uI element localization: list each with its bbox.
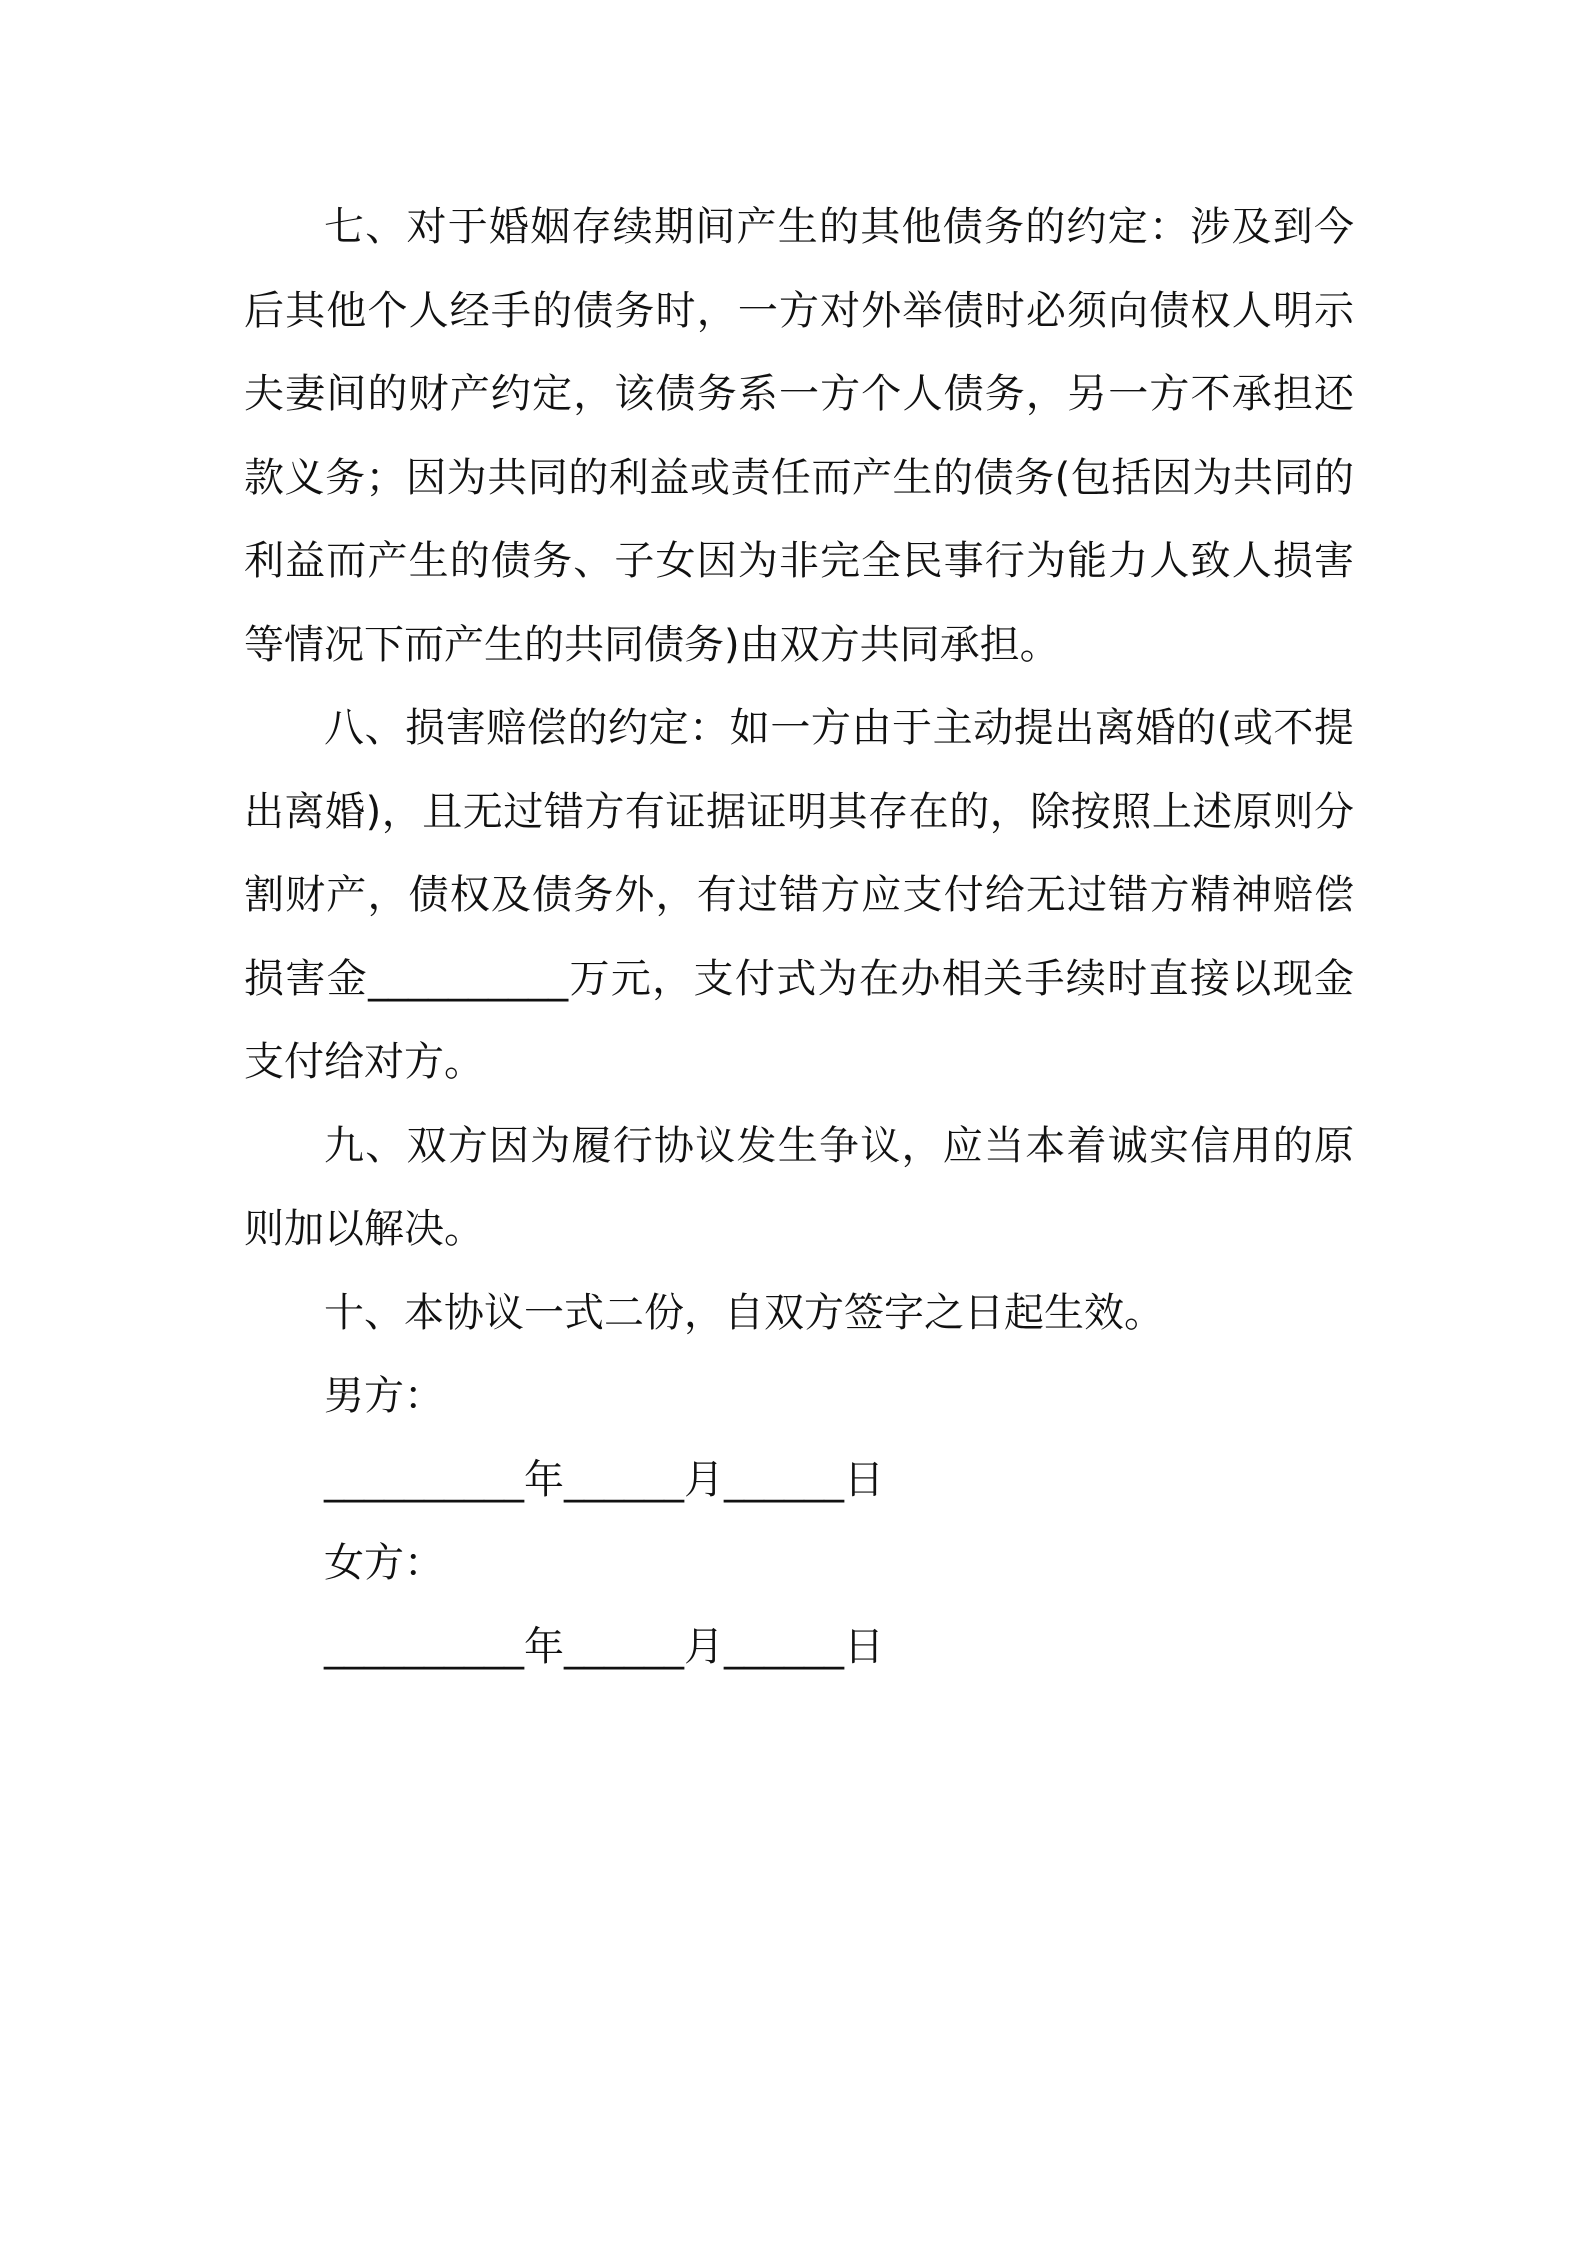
female-signature-date: __________年______月______日 bbox=[324, 1623, 884, 1670]
clause-eight: 八、损害赔偿的约定：如一方由于主动提出离婚的(或不提出离婚)，且无过错方有证据证明其存在的，除按照上述原则分割财产，债权及债务外，有过错方应支付给无过错方精神赔偿损害金__________万元，支付式为在办相关手续时直接以现金支付给对方。 bbox=[244, 705, 1354, 1085]
clause-nine: 九、双方因为履行协议发生争议，应当本着诚实信用的原则加以解决。 bbox=[244, 1122, 1354, 1252]
clause-seven: 七、对于婚姻存续期间产生的其他债务的约定：涉及到今后其他个人经手的债务时，一方对外举债时必须向债权人明示夫妻间的财产约定，该债务系一方个人债务，另一方不承担还款义务；因为共同的利益或责任而产生的债务(包括因为共同的利益而产生的债务、子女因为非完全民事行为能力人致人损害等情况下而产生的共同债务)由双方共同承担。 bbox=[244, 204, 1354, 668]
document-body bbox=[244, 186, 1354, 1689]
male-signature-date: __________年______月______日 bbox=[324, 1456, 884, 1503]
female-signature-label: 女方： bbox=[324, 1540, 444, 1586]
clause-ten: 十、本协议一式二份，自双方签字之日起生效。 bbox=[324, 1289, 1164, 1336]
male-signature-label: 男方： bbox=[324, 1373, 444, 1419]
